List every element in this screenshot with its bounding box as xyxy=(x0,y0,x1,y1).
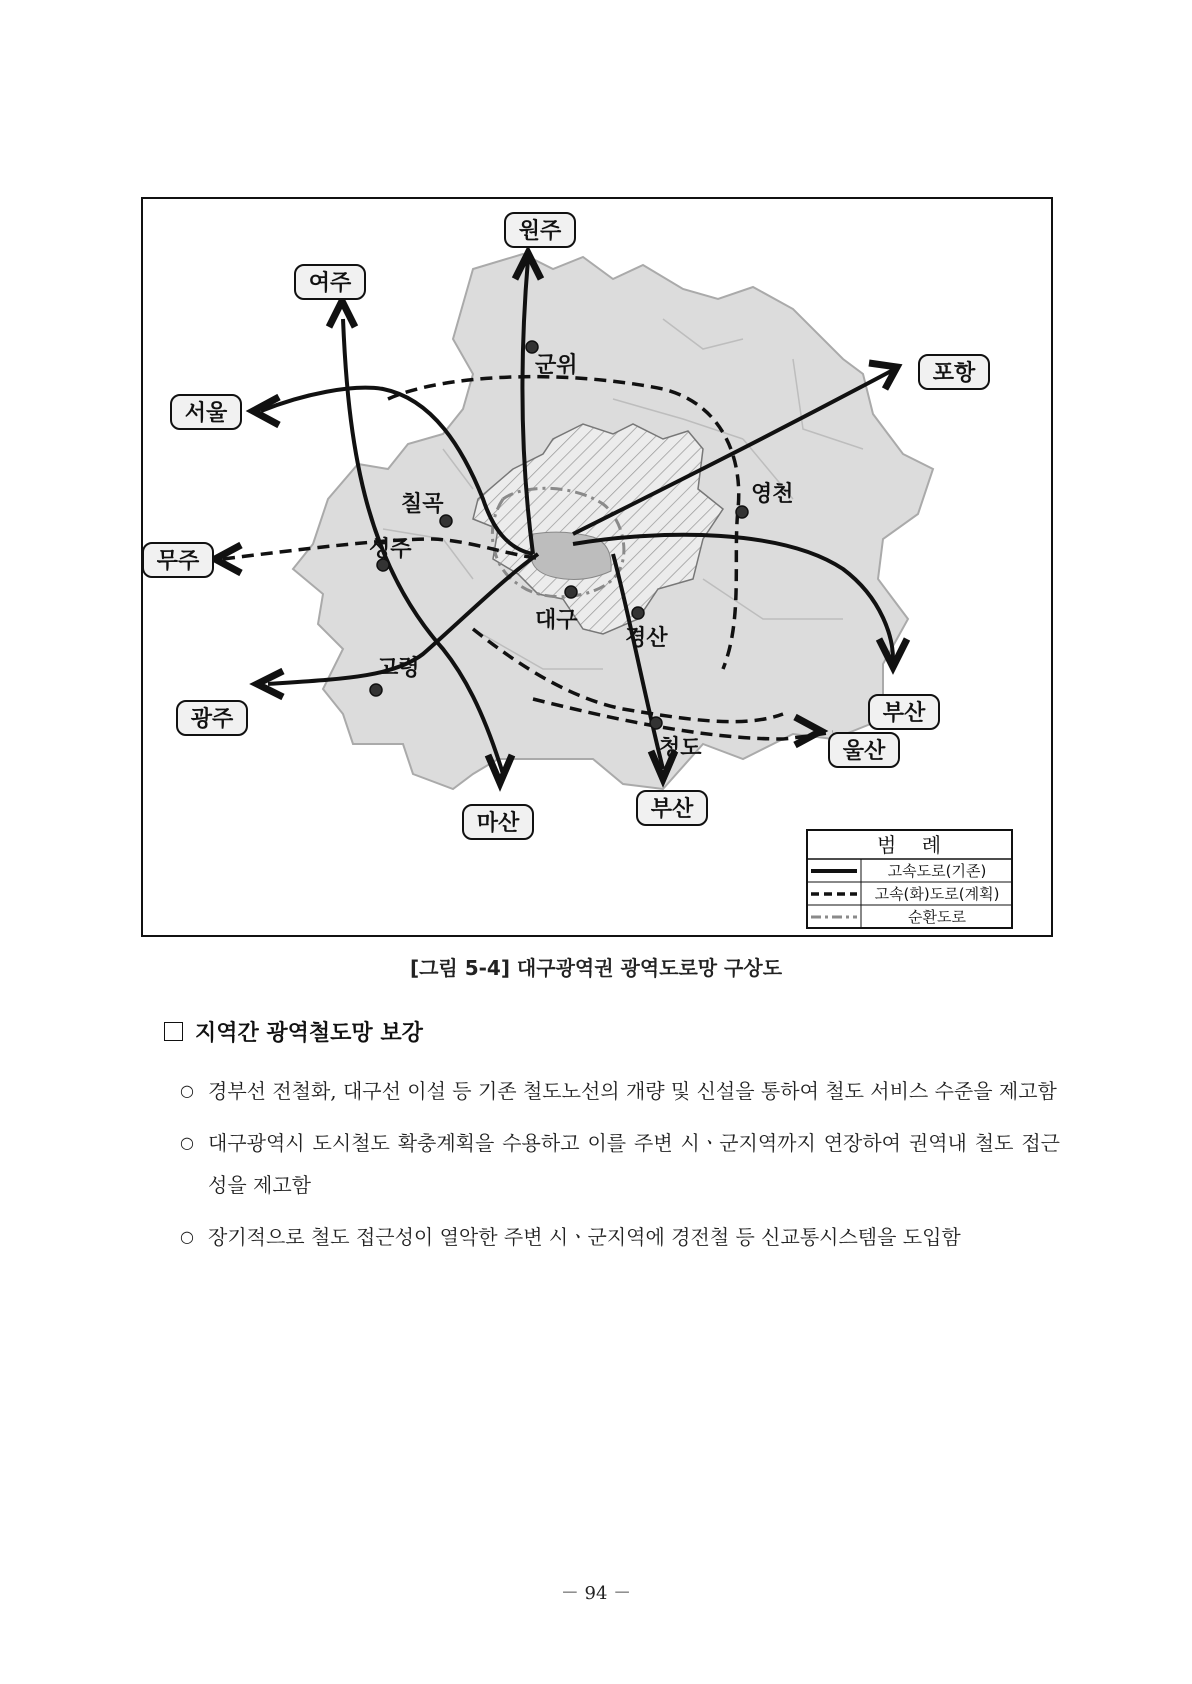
bullet-circle-icon: ○ xyxy=(180,1227,194,1246)
dest-busan-south-label: 부산 xyxy=(650,797,694,822)
legend xyxy=(807,830,1012,928)
dest-busan-east-label: 부산 xyxy=(882,701,926,726)
bullet-list xyxy=(180,1070,1060,1268)
city-label-yeongcheon: 영천 xyxy=(751,482,794,507)
city-label-chilgok: 칠곡 xyxy=(401,492,444,517)
bullet-text: 대구광역시 도시철도 확충계획을 수용하고 이를 주변 시ㆍ군지역까지 연장하여 권역내 철도 접근성을 제고함 xyxy=(208,1131,1060,1197)
city-marker-daegu xyxy=(565,586,577,598)
city-label-seongju: 성주 xyxy=(369,537,412,562)
dest-yeoju-label: 여주 xyxy=(308,271,352,296)
dest-pohang xyxy=(919,355,989,389)
dest-gwangju xyxy=(177,701,247,735)
legend-item-planned: 고속(화)도로(계획) xyxy=(874,885,1000,903)
bullet-circle-icon: ○ xyxy=(180,1133,194,1152)
city-label-goryeong: 고령 xyxy=(377,656,420,681)
city-marker-cheongdo xyxy=(650,717,662,729)
dest-ulsan xyxy=(829,733,899,767)
city-marker-yeongcheon xyxy=(736,506,748,518)
bullet-item xyxy=(180,1070,1060,1112)
dest-ulsan-label: 울산 xyxy=(842,739,886,764)
dest-pohang-label: 포항 xyxy=(932,361,976,386)
city-label-gunwi: 군위 xyxy=(535,353,578,378)
city-label-gyeongsan: 경산 xyxy=(625,626,668,651)
section-title: 지역간 광역철도망 보강 xyxy=(195,1020,423,1046)
dest-seoul-label: 서울 xyxy=(184,401,228,426)
bullet-text: 경부선 전철화, 대구선 이설 등 기존 철도노선의 개량 및 신설을 통하여 철도 서비스 수준을 제고함 xyxy=(208,1079,1057,1103)
city-marker-goryeong xyxy=(370,684,382,696)
bullet-item xyxy=(180,1122,1060,1206)
dest-yeoju xyxy=(295,265,365,299)
bullet-item xyxy=(180,1216,1060,1258)
bullet-text: 장기적으로 철도 접근성이 열악한 주변 시ㆍ군지역에 경전철 등 신교통시스템을 도입함 xyxy=(208,1225,961,1249)
dest-busan-south xyxy=(637,791,707,825)
dest-seoul xyxy=(171,395,241,429)
dest-gwangju-label: 광주 xyxy=(190,707,234,732)
dest-masan-label: 마산 xyxy=(476,811,520,836)
dest-wonju xyxy=(505,213,575,247)
figure-caption: [그림 5-4] 대구광역권 광역도로망 구상도 xyxy=(409,956,783,980)
city-label-daegu: 대구 xyxy=(535,608,578,633)
section-heading xyxy=(164,1016,423,1047)
road-network-figure xyxy=(141,197,1053,937)
page-number: － 94 － xyxy=(560,1583,632,1604)
legend-item-circular: 순환도로 xyxy=(908,908,966,926)
dest-muju xyxy=(143,543,213,577)
bullet-circle-icon: ○ xyxy=(180,1081,194,1100)
city-marker-gyeongsan xyxy=(632,607,644,619)
legend-title: 범 례 xyxy=(876,833,942,857)
dest-muju-label: 무주 xyxy=(156,549,200,574)
city-label-cheongdo: 청도 xyxy=(659,736,702,761)
checkbox-square-icon xyxy=(164,1022,183,1041)
legend-item-existing: 고속도로(기존) xyxy=(887,862,987,880)
dest-wonju-label: 원주 xyxy=(518,219,562,244)
dest-masan xyxy=(463,805,533,839)
dest-busan-east xyxy=(869,695,939,729)
city-marker-gunwi xyxy=(526,341,538,353)
road-network-map xyxy=(143,199,1051,935)
